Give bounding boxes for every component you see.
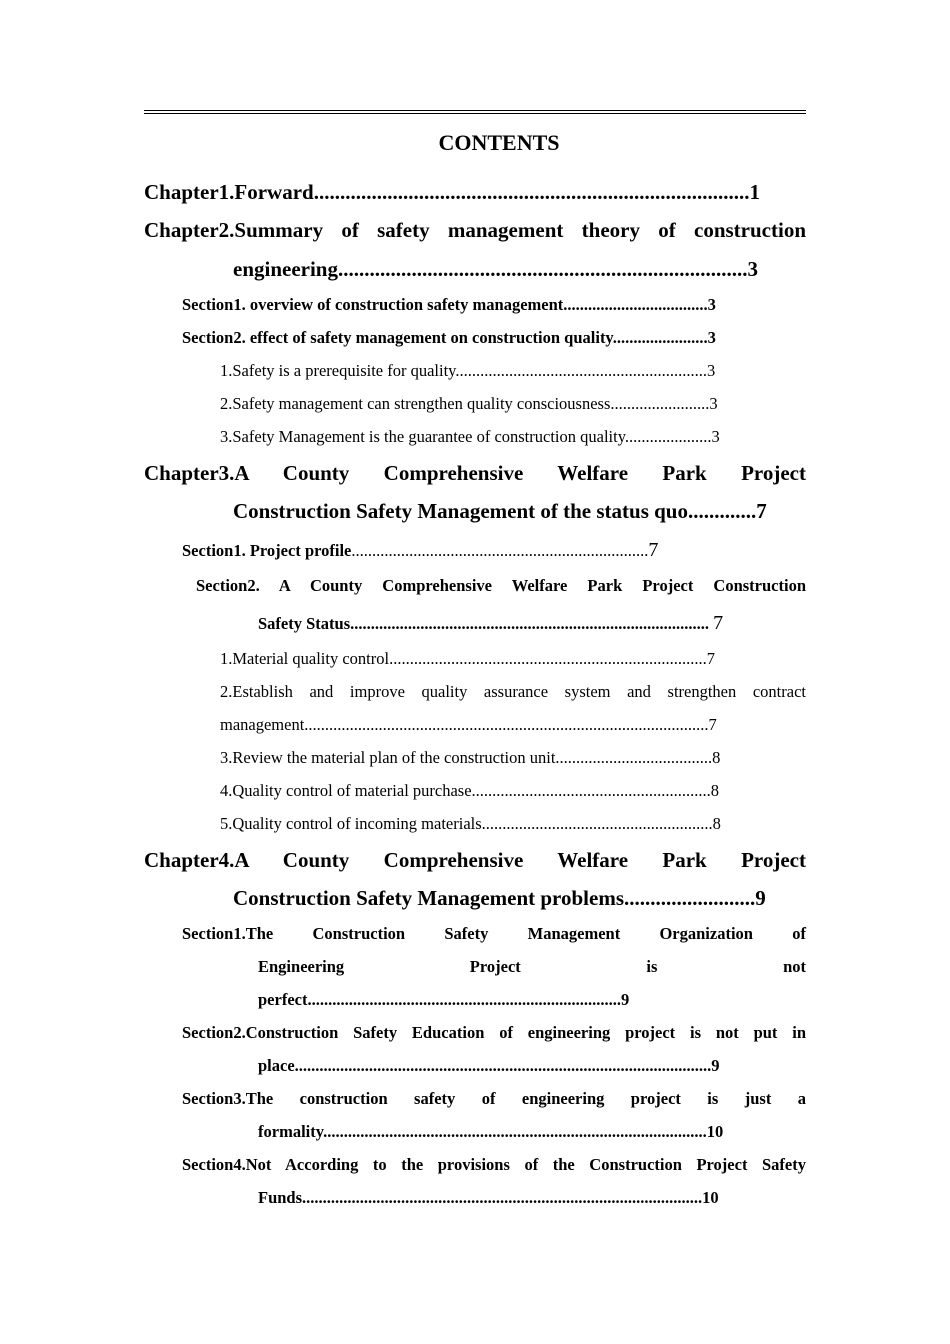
toc-chapter-2-line2[interactable]: engineering..............................................................................3 [233, 257, 758, 281]
toc-chapter-4-line2[interactable]: Construction Safety Management problems.........................9 [233, 886, 766, 910]
toc-ch4-section-4-line2[interactable]: Funds.................................................................................................10 [258, 1188, 719, 1207]
toc-ch3-section-1-page: 7 [648, 539, 659, 561]
top-rule [144, 110, 806, 111]
toc-ch3-section-2-line1[interactable]: Section2. A County Comprehensive Welfare Park Project Construction [196, 576, 806, 595]
toc-ch4-section-1-line3[interactable]: perfect............................................................................9 [258, 990, 630, 1009]
contents-title: CONTENTS [438, 130, 560, 155]
toc-chapter-2-line1[interactable]: Chapter2.Summary of safety management theory of construction [144, 218, 806, 242]
toc-ch3-section-1-text: Section1. Project profile [182, 541, 352, 560]
toc-ch3-section-2-page: 7 [713, 612, 724, 634]
toc-ch3-item-2-line1[interactable]: 2.Establish and improve quality assurance system and strengthen contract [220, 682, 806, 701]
toc-ch3-item-3[interactable]: 3.Review the material plan of the construction unit......................................8 [220, 748, 721, 767]
toc-ch2-section-1[interactable]: Section1. overview of construction safety management...................................3 [182, 295, 716, 314]
toc-ch4-section-2-line1[interactable]: Section2.Construction Safety Education of engineering project is not put in [182, 1023, 806, 1042]
toc-ch2-item-3[interactable]: 3.Safety Management is the guarantee of construction quality.....................3 [220, 427, 720, 446]
toc-ch3-item-2-line2[interactable]: management..................................................................................................7 [220, 715, 717, 734]
toc-ch3-section-1-dots: ........................................................................ [351, 541, 649, 560]
toc-ch2-item-1[interactable]: 1.Safety is a prerequisite for quality.............................................................3 [220, 361, 716, 380]
toc-ch3-item-5[interactable]: 5.Quality control of incoming materials........................................................8 [220, 814, 721, 833]
top-rule-inner [144, 113, 806, 114]
toc-ch3-section-1[interactable] [182, 538, 658, 563]
toc-chapter-3-line1[interactable]: Chapter3.A County Comprehensive Welfare Park Project [144, 461, 806, 485]
toc-ch4-section-4-line1[interactable]: Section4.Not According to the provisions of the Construction Project Safety [182, 1155, 806, 1174]
toc-ch4-section-3-line1[interactable]: Section3.The construction safety of engineering project is just a [182, 1089, 806, 1108]
toc-ch3-item-4[interactable]: 4.Quality control of material purchase..........................................................8 [220, 781, 720, 800]
toc-chapter-1[interactable]: Chapter1.Forward...................................................................................1 [144, 180, 760, 204]
toc-ch3-section-2-text: Safety Status....................................................................................... [258, 614, 710, 633]
toc-ch2-item-2[interactable]: 2.Safety management can strengthen quality consciousness........................3 [220, 394, 718, 413]
toc-ch2-section-2[interactable]: Section2. effect of safety management on construction quality.......................3 [182, 328, 716, 347]
toc-ch4-section-1-line2[interactable]: Engineering Project is not [258, 957, 806, 976]
toc-ch3-item-1[interactable]: 1.Material quality control.............................................................................7 [220, 649, 715, 668]
toc-chapter-3-line2[interactable]: Construction Safety Management of the status quo.............7 [233, 499, 767, 523]
toc-ch3-section-2-line2[interactable] [258, 611, 723, 636]
toc-chapter-4-line1[interactable]: Chapter4.A County Comprehensive Welfare Park Project [144, 848, 806, 872]
toc-ch4-section-3-line2[interactable]: formality.............................................................................................10 [258, 1122, 724, 1141]
toc-ch4-section-1-line1[interactable]: Section1.The Construction Safety Management Organization of [182, 924, 806, 943]
toc-ch4-section-2-line2[interactable]: place.....................................................................................................9 [258, 1056, 720, 1075]
